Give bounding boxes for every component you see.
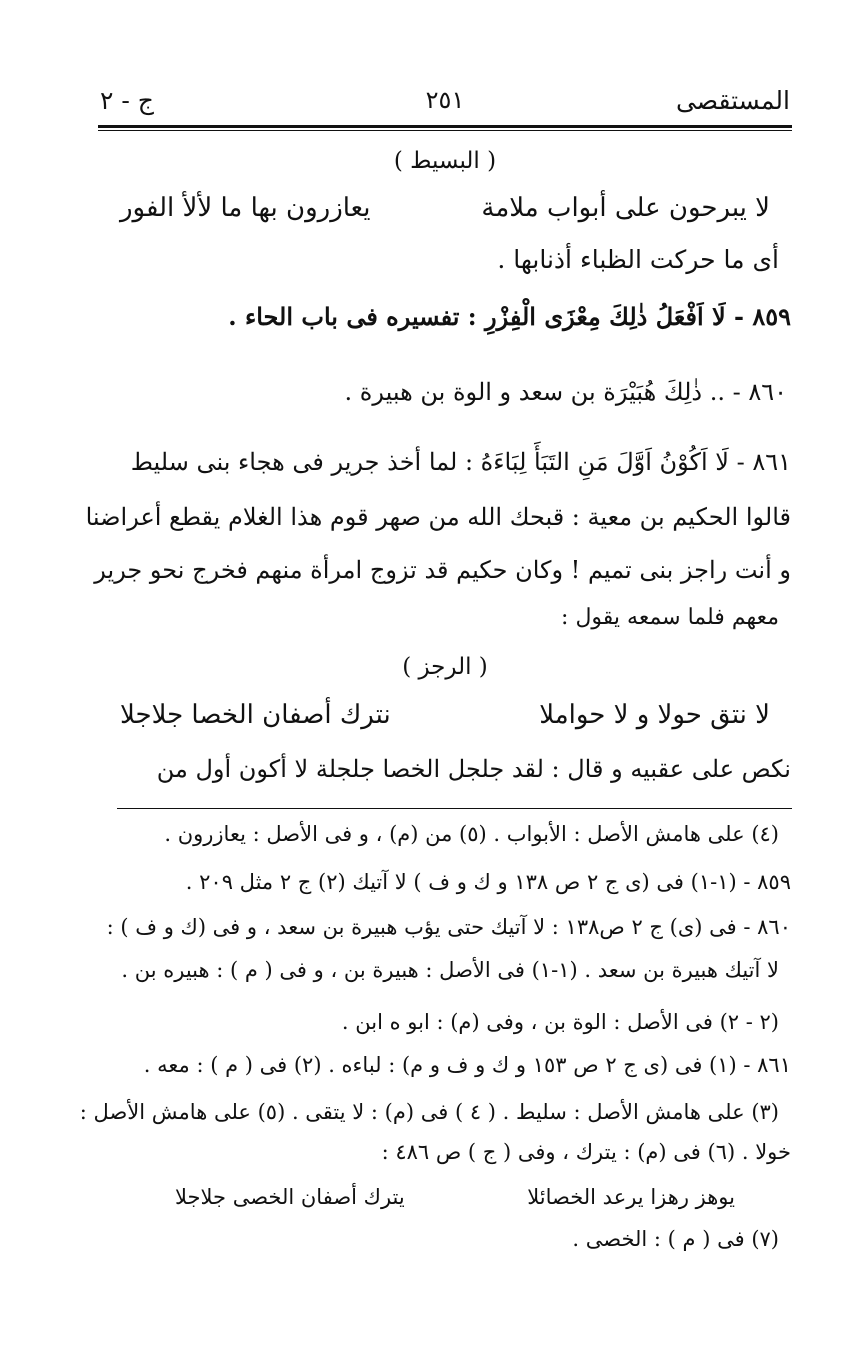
- running-title: المستقصى: [675, 85, 790, 115]
- footnote-line: (٣) على هامش الأصل : سليط . ( ٤ ) فى (م) : لا يتقى . (٥) على هامش الأصل :: [79, 1100, 779, 1124]
- verse-hemistich-second: يترك أصفان الخصى جلاجلا: [175, 1185, 405, 1209]
- entry-861-line3: و أنت راجز بنى تميم ! وكان حكيم قد تزوج امرأة منهم فخرج نحو جرير: [94, 556, 791, 584]
- meter-heading-basit: ( البسيط ): [393, 148, 497, 174]
- verse-hemistich-first: لا يبرحون على أبواب ملامة: [481, 193, 770, 223]
- entry-859: ٨٥٩ - لَا اَفْعَلُ ذٰلِكَ مِعْزَى الْفِزْرِ : تفسيره فى باب الحاء .: [228, 302, 791, 331]
- meter-heading-rajaz: ( الرجز ): [402, 654, 488, 680]
- volume-label: ج - ٢: [100, 85, 154, 115]
- header-rule-thick: [98, 125, 792, 128]
- entry-861-line1: ٨٦١ - لَا اَكُوْنُ اَوَّلَ مَنِ التَبَأَ لِبَاءَهُ : لما أخذ جرير فى هجاء بنى سليط: [130, 448, 791, 476]
- header-rule-thin: [98, 130, 792, 131]
- verse-hemistich-second: نترك أصفان الخصا جلاجلا: [120, 700, 391, 730]
- page-header: [100, 80, 790, 120]
- entry-860: ٨٦٠ - .. ذٰلِكَ هُبَيْرَة بن سعد و الوة بن هبيرة .: [344, 378, 787, 406]
- entry-861-line2: قالوا الحكيم بن معية : قبحك الله من صهر قوم هذا الغلام يقطع أعراضنا: [85, 503, 791, 531]
- footnote-line: ٨٥٩ - (١-١) فى (ى ج ٢ ص ١٣٨ و ك و ف ) لا آتيك (٢) ج ٢ مثل ٢٠٩ .: [185, 870, 791, 894]
- footnote-line: ٨٦٠ - فى (ى) ج ٢ ص١٣٨ : لا آتيك حتى يؤب هبيرة بن سعد ، و فى (ك و ف ) :: [106, 915, 791, 939]
- footnote-separator: [117, 808, 792, 809]
- verse-hemistich-first: يوهز رهزا يرعد الخصائلا: [527, 1185, 735, 1209]
- gloss-line: أى ما حركت الظباء أذنابها .: [497, 245, 779, 274]
- footnote-line: لا آتيك هبيرة بن سعد . (١-١) فى الأصل : هبيرة بن ، و فى ( م ) : هبيره بن .: [121, 958, 779, 982]
- continuation-line: نكص على عقبيه و قال : لقد جلجل الخصا جلجلة لا أكون أول من: [156, 755, 791, 783]
- footnote-line: ٨٦١ - (١) فى (ى ج ٢ ص ١٥٣ و ك و ف و م) : لباءه . (٢) فى ( م ) : معه .: [143, 1053, 791, 1077]
- footnote-line: (٤) على هامش الأصل : الأبواب . (٥) من (م) ، و فى الأصل : يعازرون .: [164, 822, 779, 846]
- verse-basit: [120, 193, 770, 224]
- footnote-line: (٢ - ٢) فى الأصل : الوة بن ، وفى (م) : ابو ه ابن .: [341, 1010, 779, 1034]
- verse-rajaz: [120, 700, 770, 731]
- entry-861-line4: معهم فلما سمعه يقول :: [561, 605, 779, 630]
- footnote-line: خولا . (٦) فى (م) : يترك ، وفى ( ج ) ص ٤٨٦ :: [381, 1140, 791, 1164]
- footnote-line: (٧) فى ( م ) : الخصى .: [572, 1227, 779, 1251]
- verse-hemistich-first: لا نتق حولا و لا حواملا: [539, 700, 770, 730]
- page-number: ٢٥١: [425, 86, 465, 114]
- verse-hemistich-second: يعازرون بها ما لألأ الفور: [120, 193, 371, 223]
- footnote-verse: [175, 1185, 735, 1210]
